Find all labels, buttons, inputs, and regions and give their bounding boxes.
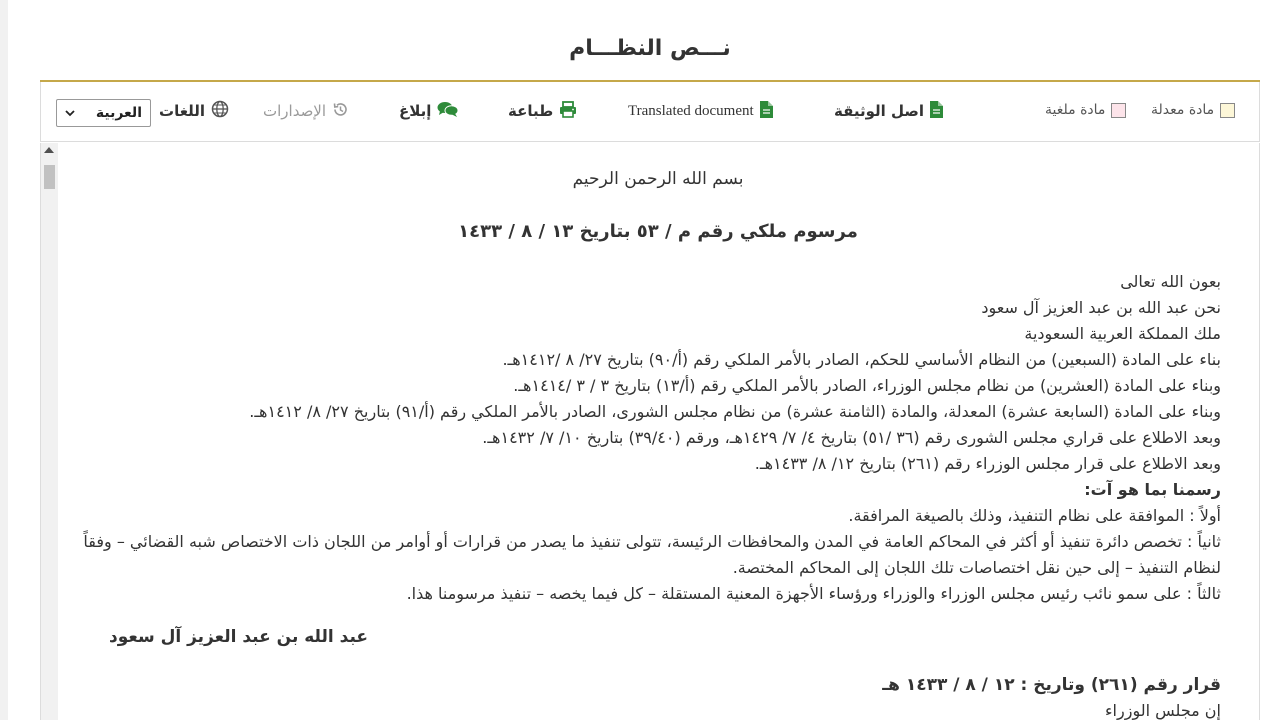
- decree-line: بناء على المادة (السبعين) من النظام الأساسي للحكم، الصادر بالأمر الملكي رقم (أ/٩٠) بتاريخ ٢٧/ ٨ /١٤١٢هـ.: [502, 350, 1221, 369]
- versions-button[interactable]: [263, 100, 349, 122]
- decree-line: ثالثاً : على سمو نائب رئيس مجلس الوزراء والوزراء ورؤساء الأجهزة المعنية المستقلة – كل فيما يخصه – تنفيذ مرسومنا هذا.: [406, 584, 1221, 603]
- languages-button[interactable]: [159, 100, 229, 122]
- decree-line: ثانياً : تخصص دائرة تنفيذ أو أكثر في المحاكم العامة في المدن والمحافظات الرئيسة، تتولى تنفيذ ما يصدر من قرارات أو أوامر من اللجان ذات الاختصاص شبه القضائي – وفقاً لنظام التنفيذ – إلى حين نقل اختصاصات تلك اللجان إلى المحاكم المختصة.: [83, 532, 1221, 577]
- scroll-thumb[interactable]: [44, 165, 55, 189]
- print-label: طباعة: [508, 102, 554, 120]
- decree-line: ملك المملكة العربية السعودية: [1024, 324, 1221, 343]
- language-select[interactable]: [56, 99, 151, 127]
- comments-icon: [437, 101, 459, 122]
- document-toolbar: [40, 82, 1260, 142]
- repealed-legend-label: مادة ملغية: [1045, 102, 1106, 118]
- file-icon: [760, 101, 773, 122]
- repealed-swatch: [1111, 103, 1126, 118]
- original-document-button[interactable]: [834, 100, 943, 122]
- document-content: [40, 143, 1260, 720]
- decree-line: نحن عبد الله بن عبد العزيز آل سعود: [981, 298, 1221, 317]
- amended-legend-label: مادة معدلة: [1151, 102, 1215, 118]
- decree-text: [81, 269, 1221, 607]
- history-icon: [332, 101, 349, 122]
- left-edge-strip: [0, 0, 8, 720]
- decree-line: وبعد الاطلاع على قراري مجلس الشورى رقم (٣٦ /٥١) بتاريخ ٤/ ٧/ ١٤٢٩هـ، ورقم (٣٩/٤٠) بتاريخ ١٠/ ٧/ ١٤٣٢هـ.: [482, 428, 1221, 447]
- print-button[interactable]: [508, 100, 577, 122]
- basmala: بسم الله الرحمن الرحيم: [572, 169, 744, 189]
- dropdown-chevron-icon: [65, 105, 75, 121]
- file-icon: [930, 101, 943, 122]
- decree-line-heading: رسمنا بما هو آت:: [1084, 480, 1221, 499]
- globe-icon: [211, 100, 229, 122]
- page-title: نـــص النظـــام: [569, 36, 731, 61]
- legend-repealed: [1045, 102, 1126, 118]
- decree-line: وبناء على المادة (العشرين) من نظام مجلس الوزراء، الصادر بالأمر الملكي رقم (أ/١٣) بتاريخ ٣ / ٣ /١٤١٤هـ.: [513, 376, 1221, 395]
- decree-line: بعون الله تعالى: [1120, 272, 1221, 291]
- legend-amended: [1151, 102, 1235, 118]
- scrollbar[interactable]: [41, 143, 58, 720]
- decree-line: وبعد الاطلاع على قرار مجلس الوزراء رقم (٢٦١) بتاريخ ١٢/ ٨/ ١٤٣٣هـ.: [754, 454, 1221, 473]
- council-line: إن مجلس الوزراء: [1105, 701, 1221, 720]
- decree-line: أولاً : الموافقة على نظام التنفيذ، وذلك بالصيغة المرافقة.: [848, 506, 1221, 525]
- decree-line: وبناء على المادة (السابعة عشرة) المعدلة، والمادة (الثامنة عشرة) من نظام مجلس الشورى، الصادر بالأمر الملكي رقم (أ/٩١) بتاريخ ٢٧/ ٨/ ١٤١٢هـ.: [249, 402, 1221, 421]
- scroll-up-arrow-icon[interactable]: [44, 147, 54, 153]
- king-signature: عبد الله بن عبد العزيز آل سعود: [108, 627, 368, 647]
- print-icon: [559, 101, 577, 122]
- language-select-value: العربية: [95, 105, 142, 121]
- original-document-label: اصل الوثيقة: [834, 102, 925, 120]
- report-label: إبلاغ: [399, 102, 432, 120]
- languages-label: اللغات: [159, 102, 206, 120]
- document-body: [58, 143, 1258, 720]
- amended-swatch: [1220, 103, 1235, 118]
- translated-document-label: Translated document: [628, 102, 754, 119]
- decree-title: مرسوم ملكي رقم م / ٥٣ بتاريخ ١٣ / ٨ / ١٤٣٣: [458, 221, 858, 242]
- versions-label: الإصدارات: [263, 102, 327, 120]
- resolution-title: قرار رقم (٢٦١) وتاريخ : ١٢ / ٨ / ١٤٣٣ هـ: [882, 675, 1221, 695]
- translated-document-button[interactable]: [628, 100, 773, 122]
- report-button[interactable]: [399, 100, 459, 122]
